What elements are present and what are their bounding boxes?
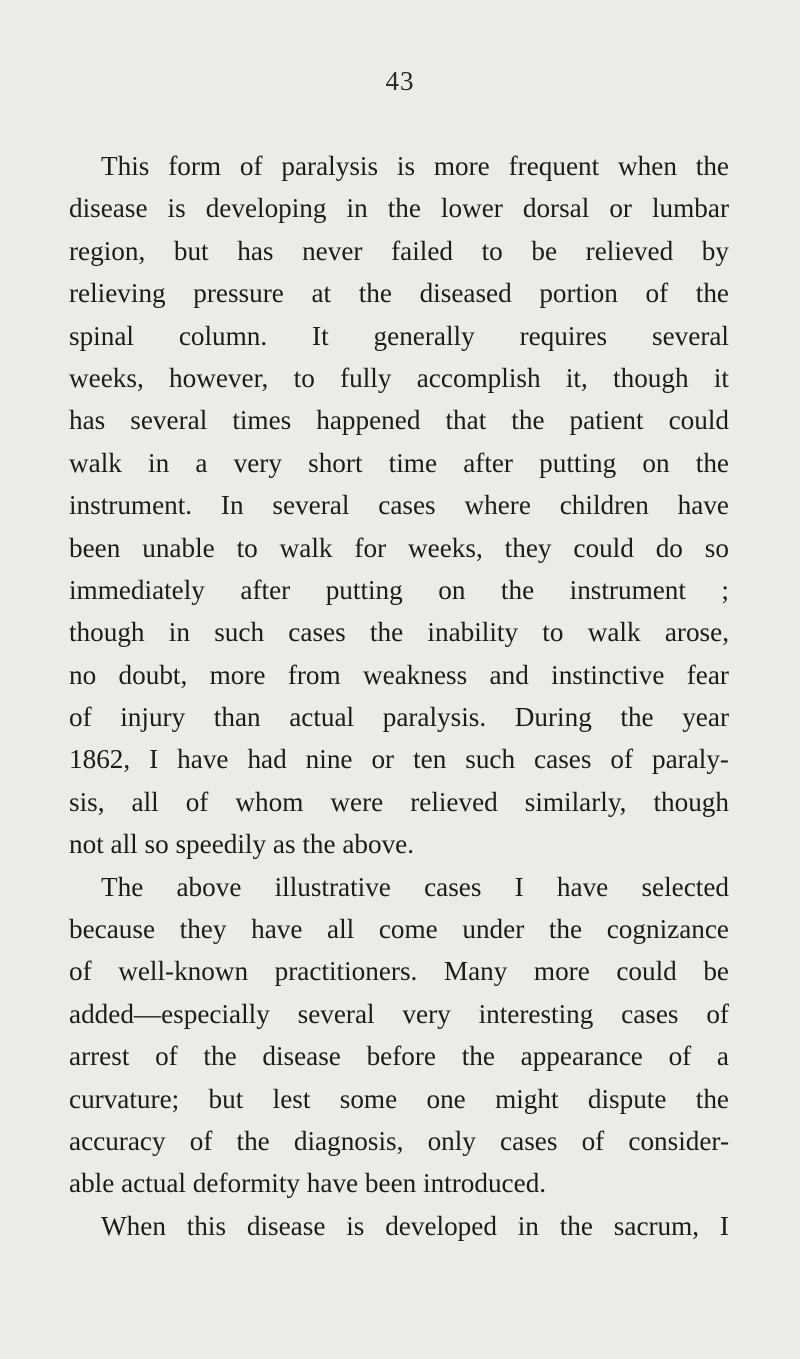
text-line: region, but has never failed to be relieved by: [69, 235, 729, 266]
text-line: accuracy of the diagnosis, only cases of consider-: [69, 1125, 729, 1156]
text-line: This form of paralysis is more frequent when the: [101, 151, 729, 181]
text-line: because they have all come under the cognizance: [69, 914, 729, 945]
text-line: of well-known practitioners. Many more could be: [69, 956, 729, 987]
text-line: able actual deformity have been introduced.: [69, 1168, 547, 1199]
text-line: walk in a very short time after putting on the: [69, 447, 729, 478]
text-line: immediately after putting on the instrument ;: [69, 574, 729, 605]
page-number: 43: [385, 66, 415, 96]
body-text: [69, 145, 729, 1247]
text-line: curvature; but lest some one might dispute the: [69, 1083, 729, 1114]
text-line: disease is developing in the lower dorsal or lumbar: [69, 193, 729, 224]
text-line: added—especially several very interesting cases of: [69, 998, 729, 1029]
text-line: has several times happened that the patient could: [69, 405, 729, 436]
text-line: weeks, however, to fully accomplish it, though it: [69, 362, 729, 393]
text-line: not all so speedily as the above.: [69, 829, 415, 860]
text-line: instrument. In several cases where children have: [69, 490, 729, 521]
text-line: though in such cases the inability to walk arose,: [69, 617, 729, 648]
text-line: sis, all of whom were relieved similarly, though: [69, 786, 729, 817]
text-line: been unable to walk for weeks, they could do so: [69, 532, 729, 563]
text-line: relieving pressure at the diseased portion of the: [69, 278, 729, 309]
text-line: When this disease is developed in the sacrum, I: [101, 1210, 729, 1241]
text-line: spinal column. It generally requires several: [69, 320, 729, 351]
text-line: The above illustrative cases I have selected: [101, 871, 729, 902]
text-line: no doubt, more from weakness and instinctive fear: [69, 659, 729, 690]
text-line: arrest of the disease before the appearance of a: [69, 1041, 729, 1072]
text-line: 1862, I have had nine or ten such cases of paraly-: [69, 744, 729, 775]
text-line: of injury than actual paralysis. During the year: [69, 702, 729, 733]
